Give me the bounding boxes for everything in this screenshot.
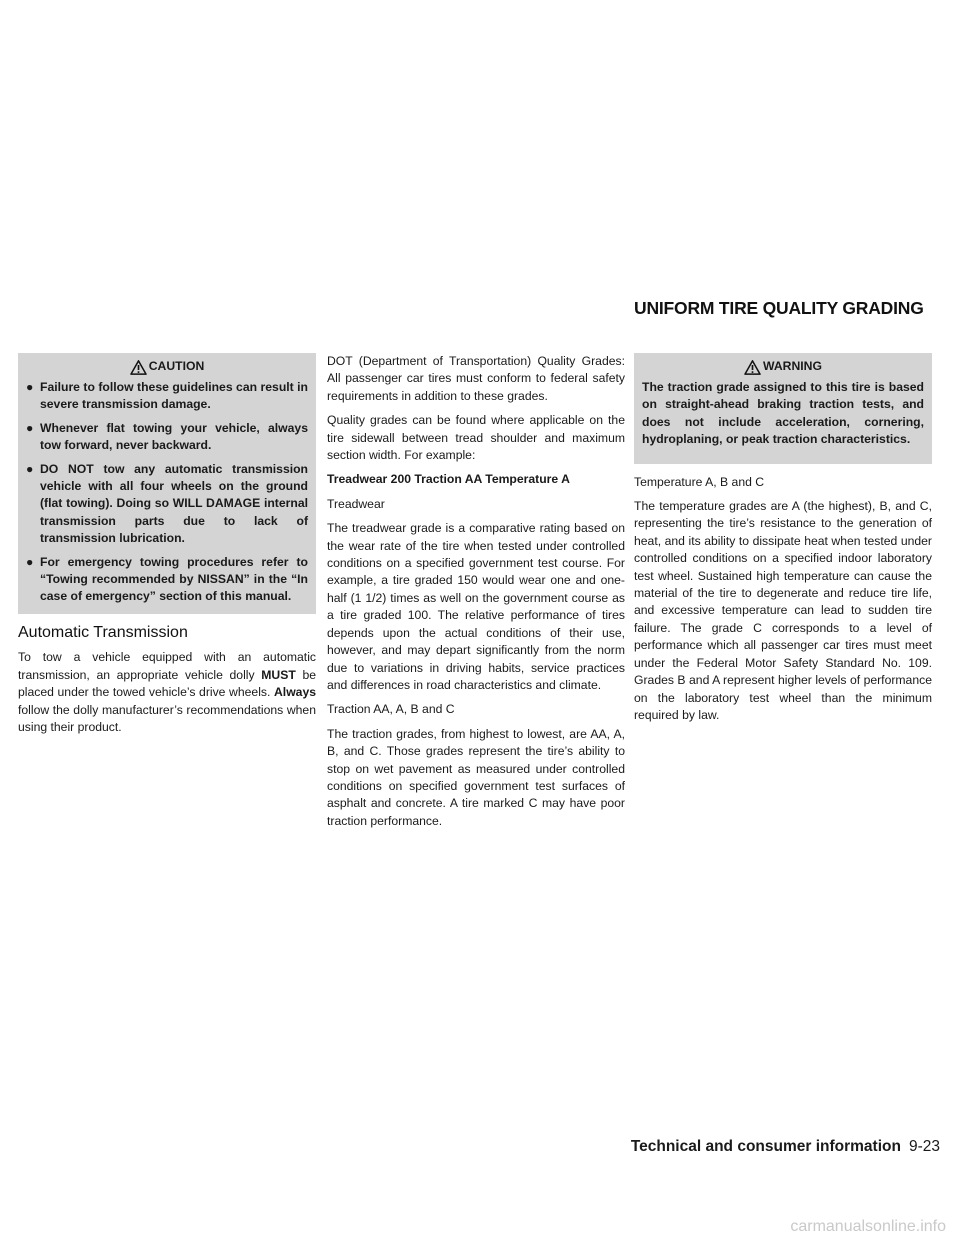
caution-label: CAUTION — [148, 359, 205, 374]
warning-triangle-icon — [744, 360, 761, 375]
bullet-icon: ● — [26, 380, 34, 394]
caution-header — [26, 357, 308, 377]
quality-paragraph: Quality grades can be found where applicable on the tire sidewall between tread shoulder and maximum section width. For example: — [327, 413, 625, 463]
treadwear-label: Treadwear — [327, 496, 385, 511]
caution-item: ● Whenever flat towing your vehicle, always tow forward, never backward. — [26, 420, 308, 453]
column-2 — [327, 353, 625, 837]
warning-box — [634, 353, 932, 464]
automatic-transmission-text: To tow a vehicle equipped with an automatic transmission, an appropriate vehicle dolly MUST be placed under the towed vehicle’s drive wheels. Always follow the dolly manufacturer’s recommendations when using their product. — [18, 650, 317, 734]
column-3 — [634, 353, 932, 731]
column-1 — [18, 353, 316, 743]
bullet-icon: ● — [26, 554, 34, 569]
treadwear-paragraph: The treadwear grade is a comparative rating based on the wear rate of the tire when tested under controlled conditions on a specified government test course. For example, a tire graded 150 would wear one and one-half (1 1/2) times as well on the government course as a tire graded 100. The relative performance of tires depends upon the actual conditions of their use, however, and may depart significantly from the norm due to variations in driving habits, service practices and differences in road characteristics and climate. — [327, 521, 625, 692]
traction-label: Traction AA, A, B and C — [327, 702, 455, 717]
temperature-paragraph: The temperature grades are A (the highest), B, and C, representing the tire’s resistance to the generation of heat, and its ability to dissipate heat when tested under controlled conditions on a specified indoor laboratory test wheel. Sustained high temperature can cause the material of the tire to degenerate and reduce tire life, and excessive temperature can lead to sudden tire failure. The grade C corresponds to a level of performance which all passenger car tires must meet under the Federal Motor Safety Standard No. 109. Grades B and A represent higher levels of performance on the laboratory test wheel than the minimum required by law. — [634, 499, 932, 722]
footer-section-title: Technical and consumer information — [630, 1138, 901, 1155]
caution-list — [26, 379, 308, 606]
dot-paragraph: DOT (Department of Transportation) Quality Grades: All passenger car tires must conform to federal safety requirements in addition to these grades. — [327, 354, 625, 403]
watermark: carmanualsonline.info — [790, 1218, 946, 1235]
caution-item: ● For emergency towing procedures refer to “Towing recommended by NISSAN” in the “In case of emergency” section of this manual. — [26, 554, 308, 604]
caution-item: ● Failure to follow these guidelines can result in severe transmission damage. — [26, 380, 308, 412]
automatic-transmission-heading: Automatic Transmission — [18, 623, 188, 641]
bullet-icon: ● — [26, 461, 34, 476]
warning-text: The traction grade assigned to this tire is based on straight-ahead braking traction tests, and does not include acceleration, cornering, hydroplaning, or peak traction characteristics. — [642, 380, 924, 447]
section-heading: UNIFORM TIRE QUALITY GRADING — [634, 298, 924, 318]
caution-item: ● DO NOT tow any automatic transmission vehicle with all four wheels on the ground (flat towing). Doing so WILL DAMAGE internal transmission parts due to lack of transmission lubrication. — [26, 461, 308, 546]
temperature-label: Temperature A, B and C — [634, 474, 765, 489]
warning-header — [642, 357, 924, 377]
must-emphasis: MUST — [261, 667, 296, 682]
page-number: 9-23 — [908, 1138, 940, 1155]
bullet-icon: ● — [26, 420, 34, 435]
traction-paragraph: The traction grades, from highest to lowest, are AA, A, B, and C. Those grades represent the tire’s ability to stop on wet pavement as measured under controlled conditions on specified government test surfaces of asphalt and concrete. A tire marked C may have poor traction performance. — [327, 726, 625, 828]
caution-box — [18, 353, 316, 614]
example-paragraph: Treadwear 200 Traction AA Temperature A — [327, 472, 570, 487]
warning-label: WARNING — [763, 359, 822, 374]
always-emphasis: Always — [274, 685, 317, 700]
page-footer — [580, 1138, 940, 1156]
warning-triangle-icon — [130, 360, 147, 375]
